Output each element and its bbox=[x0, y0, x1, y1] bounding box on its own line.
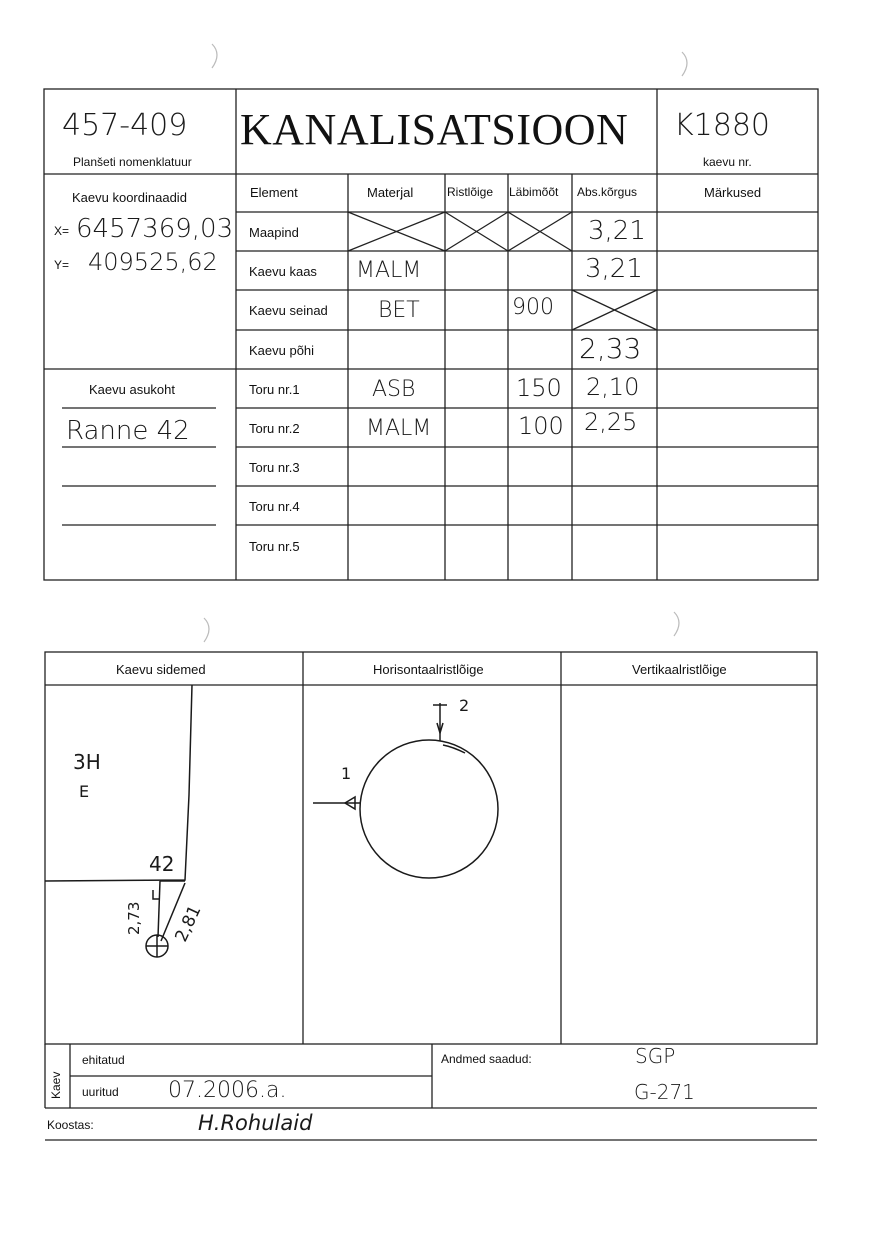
row-materjal-kaevu-kaas: MALM bbox=[356, 258, 422, 283]
col-header-markused: Märkused bbox=[704, 185, 762, 200]
col-title-vertikaal: Vertikaalristlõige bbox=[632, 662, 727, 677]
sketch-building-label: 3H bbox=[73, 750, 101, 774]
col-header-ristloige: Ristlõige bbox=[447, 185, 494, 199]
row-element-toru-5: Toru nr.5 bbox=[249, 539, 300, 554]
location-sketch bbox=[45, 685, 303, 1044]
row-labimoot-toru-1: 150 bbox=[516, 374, 562, 402]
sketch-house-number: 42 bbox=[149, 852, 175, 876]
row-labimoot-toru-2: 100 bbox=[518, 412, 564, 440]
sheet-label: Planšeti nomenklatuur bbox=[73, 155, 192, 169]
row-element-toru-3: Toru nr.3 bbox=[249, 460, 300, 475]
horizontal-section bbox=[303, 685, 561, 1044]
row-abs-kaevu-kaas: 3,21 bbox=[585, 254, 643, 284]
x-prefix: X= bbox=[54, 224, 70, 238]
row-materjal-toru-2: MALM bbox=[366, 416, 432, 441]
row-labimoot-kaevu-seinad: 900 bbox=[512, 295, 554, 320]
col-header-abs-korgus: Abs.kõrgus bbox=[577, 185, 638, 199]
y-prefix: Y= bbox=[54, 258, 70, 272]
row-materjal-toru-1: ASB bbox=[372, 377, 416, 402]
row-element-kaevu-kaas: Kaevu kaas bbox=[249, 264, 317, 279]
sketch-dim-b: 2,81 bbox=[171, 902, 206, 946]
row-element-kaevu-pohi: Kaevu põhi bbox=[249, 343, 315, 358]
data-source-label: Andmed saadud: bbox=[441, 1052, 532, 1066]
sketch-dim-a: 2,73 bbox=[125, 901, 143, 935]
kaev-label: Kaev bbox=[49, 1071, 63, 1099]
author-label: Koostas: bbox=[47, 1118, 94, 1132]
pipe-label-1: 1 bbox=[341, 764, 352, 783]
data-source-value-2: G-271 bbox=[634, 1080, 695, 1104]
surveyed-label: uuritud bbox=[82, 1085, 119, 1099]
built-label: ehitatud bbox=[82, 1053, 125, 1067]
row-materjal-kaevu-seinad: BET bbox=[378, 298, 420, 323]
row-element-maapind: Maapind bbox=[249, 225, 299, 240]
y-coordinate: 409525,62 bbox=[88, 248, 218, 276]
well-label: kaevu nr. bbox=[703, 155, 752, 169]
row-element-toru-1: Toru nr.1 bbox=[249, 382, 300, 397]
col-header-element: Element bbox=[250, 185, 298, 200]
page-title: KANALISATSIOON bbox=[240, 105, 629, 154]
surveyed-value: 07.2006.a. bbox=[168, 1078, 287, 1103]
col-header-materjal: Materjal bbox=[367, 185, 414, 200]
col-title-sidemed: Kaevu sidemed bbox=[116, 662, 206, 677]
row-element-kaevu-seinad: Kaevu seinad bbox=[249, 303, 328, 318]
col-header-labimoot: Läbimõõt bbox=[509, 185, 559, 199]
col-title-horisontaal: Horisontaalristlõige bbox=[373, 662, 484, 677]
sketch-building-sub: E bbox=[79, 782, 90, 801]
pipe-label-2: 2 bbox=[459, 696, 470, 715]
sheet-number: 457-409 bbox=[62, 108, 188, 143]
row-element-toru-2: Toru nr.2 bbox=[249, 421, 300, 436]
row-abs-toru-1: 2,10 bbox=[586, 373, 640, 401]
location-value: Ranne 42 bbox=[66, 416, 190, 446]
row-abs-maapind: 3,21 bbox=[588, 216, 646, 246]
row-element-toru-4: Toru nr.4 bbox=[249, 499, 300, 514]
location-label: Kaevu asukoht bbox=[89, 382, 176, 397]
author-value: H.Rohulaid bbox=[198, 1111, 313, 1135]
data-source-value-1: SGP bbox=[635, 1044, 676, 1068]
well-number: K1880 bbox=[674, 108, 771, 143]
row-abs-toru-2: 2,25 bbox=[584, 408, 638, 436]
coordinates-label: Kaevu koordinaadid bbox=[72, 190, 187, 205]
row-abs-kaevu-pohi: 2,33 bbox=[579, 332, 642, 365]
x-coordinate: 6457369,03 bbox=[76, 214, 234, 244]
